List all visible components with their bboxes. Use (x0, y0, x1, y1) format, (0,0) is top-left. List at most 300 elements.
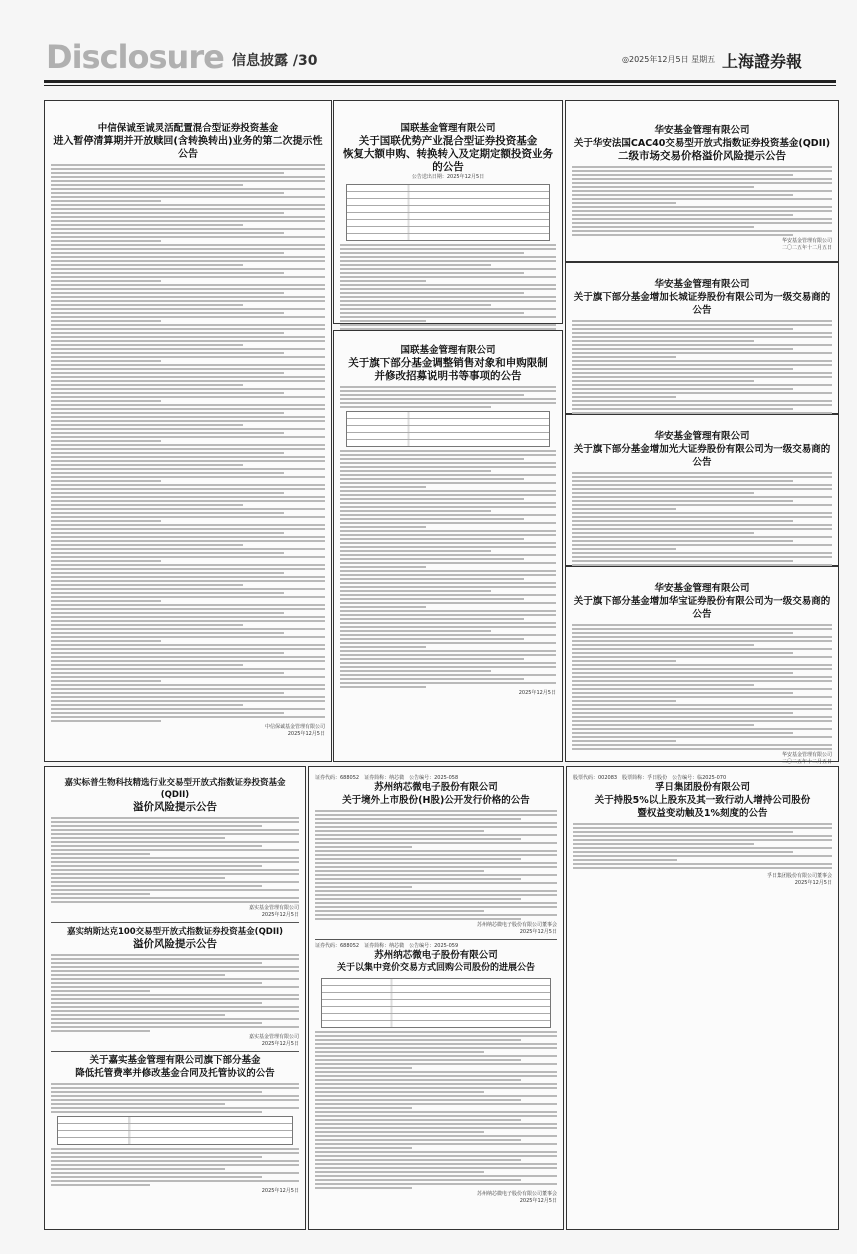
text-line (315, 894, 557, 896)
company-name: 中信保诚至诚灵活配置混合型证券投资基金 (97, 123, 279, 134)
text-line (572, 336, 832, 338)
text-line (315, 1063, 557, 1065)
announcement-title: 关于旗下部分基金调整销售对象和申购限制 (348, 357, 548, 369)
text-line (572, 516, 832, 518)
text-line (340, 502, 556, 504)
text-line (51, 340, 325, 342)
announcement-huaan-2 (565, 262, 839, 414)
text-line (340, 450, 556, 452)
signer: 华安基金管理有限公司 (781, 752, 832, 758)
text-line (51, 962, 262, 964)
text-line (572, 234, 793, 236)
text-line (51, 556, 325, 558)
text-line (51, 196, 325, 198)
text-line (51, 412, 284, 414)
text-line (572, 320, 832, 322)
text-line (315, 1067, 412, 1069)
text-line (51, 256, 325, 258)
announcement-title: 关于国联优势产业混合型证券投资基金 (358, 135, 538, 147)
text-line (51, 444, 325, 446)
text-line (340, 622, 556, 624)
announcement-title-2: 二级市场交易价格溢价风险提示公告 (618, 150, 786, 162)
text-line (315, 1147, 412, 1149)
text-line (572, 736, 832, 738)
text-line (51, 990, 150, 992)
text-line (340, 462, 556, 464)
text-line (315, 1071, 557, 1073)
text-line (51, 982, 262, 984)
text-line (315, 902, 557, 904)
text-line (340, 288, 556, 290)
text-line (572, 632, 793, 634)
text-line (572, 684, 754, 686)
release-date: 公告送出日期：2025年12月5日 (411, 174, 485, 180)
text-line (340, 534, 556, 536)
text-line (51, 1148, 299, 1150)
company-name-2: 嘉实纳斯达克100交易型开放式指数证券投资基金(QDII) (66, 927, 284, 937)
text-line (51, 584, 243, 586)
text-line (340, 586, 556, 588)
text-line (51, 508, 325, 510)
text-line (51, 865, 262, 867)
text-line (572, 520, 793, 522)
text-line (51, 616, 325, 618)
text-line (315, 886, 412, 888)
text-line (572, 174, 793, 176)
text-line (315, 866, 557, 868)
stock-code-line: 股票代码：002083 股票简称：孚日股份 公告编号：临2025-070 (573, 775, 727, 781)
text-line (51, 608, 325, 610)
text-line (51, 1014, 225, 1016)
text-line (51, 264, 243, 266)
text-line (572, 504, 832, 506)
text-line (315, 1087, 557, 1089)
text-line (572, 496, 832, 498)
text-line (51, 380, 325, 382)
text-line (51, 696, 325, 698)
announcement-body (51, 164, 325, 722)
text-line (572, 214, 793, 216)
text-line (572, 488, 832, 490)
sign-date-2: 2025年12月5日 (261, 1041, 299, 1047)
text-line (572, 202, 676, 204)
text-line (340, 260, 556, 262)
text-line (572, 624, 832, 626)
text-line (572, 194, 793, 196)
text-line (51, 180, 325, 182)
text-line (315, 1051, 484, 1053)
text-line (572, 628, 832, 630)
text-line (51, 1156, 262, 1158)
text-line (340, 542, 556, 544)
text-line (51, 524, 325, 526)
text-line (51, 604, 325, 606)
announcement-guolian-2 (333, 330, 563, 762)
text-line (572, 198, 832, 200)
text-line (315, 1055, 557, 1057)
text-line (51, 676, 325, 678)
text-line (51, 994, 299, 996)
text-line (572, 480, 793, 482)
announcement-title-2: 恢复大额申购、转换转入及定期定额投资业务的公告 (343, 148, 553, 173)
text-line (315, 1031, 557, 1033)
text-line (572, 716, 832, 718)
text-line (51, 1087, 299, 1089)
text-line (340, 458, 524, 460)
text-line (51, 548, 325, 550)
text-line (315, 1167, 557, 1169)
text-line (340, 598, 524, 600)
text-line (315, 838, 521, 840)
text-line (51, 1026, 299, 1028)
text-line (572, 636, 832, 638)
text-line (340, 610, 556, 612)
text-line (340, 498, 524, 500)
text-line (572, 376, 832, 378)
text-line (51, 364, 325, 366)
text-line (572, 210, 832, 212)
text-line (340, 646, 426, 648)
text-line (51, 869, 299, 871)
text-line (51, 680, 161, 682)
text-line (51, 520, 161, 522)
text-line (51, 316, 325, 318)
text-line (51, 580, 325, 582)
text-line (51, 970, 299, 972)
text-line (51, 292, 284, 294)
text-line (572, 556, 832, 558)
text-line (572, 536, 832, 538)
text-line (51, 304, 243, 306)
text-line (51, 564, 325, 566)
text-line (572, 218, 832, 220)
text-line (315, 906, 557, 908)
section-title: 信息披露 /30 (232, 53, 318, 69)
announcement-jiashi (44, 766, 306, 1230)
text-line (340, 638, 524, 640)
text-line (572, 664, 832, 666)
text-line (340, 562, 556, 564)
announcement-title: 溢价风险提示公告 (133, 801, 217, 813)
text-line (340, 510, 491, 512)
text-line (51, 260, 325, 262)
text-line (315, 1075, 557, 1077)
fund-table (346, 184, 550, 241)
text-line (51, 368, 325, 370)
text-line (315, 918, 521, 920)
text-line (572, 696, 832, 698)
text-line (51, 536, 325, 538)
text-line (51, 376, 325, 378)
text-line (51, 1180, 299, 1182)
text-line (315, 818, 521, 820)
company-name: 国联基金管理有限公司 (400, 345, 496, 356)
text-line (315, 1079, 521, 1081)
text-line (51, 288, 325, 290)
text-line (572, 548, 676, 550)
text-line (340, 570, 556, 572)
text-line (572, 652, 793, 654)
text-line (51, 620, 325, 622)
text-line (51, 200, 161, 202)
text-line (315, 1091, 484, 1093)
text-line (573, 855, 832, 857)
company-name: 华安基金管理有限公司 (654, 125, 750, 136)
text-line (340, 316, 556, 318)
text-line (340, 494, 556, 496)
text-line (51, 188, 325, 190)
text-line (315, 822, 557, 824)
text-line (340, 478, 524, 480)
text-line (51, 216, 325, 218)
text-line (51, 544, 243, 546)
text-line (51, 1006, 299, 1008)
text-line (51, 312, 284, 314)
text-line (572, 332, 832, 334)
text-line (572, 748, 832, 750)
text-line (315, 846, 412, 848)
text-line (572, 708, 832, 710)
text-line (51, 978, 299, 980)
announcement-body-2 (51, 954, 299, 1032)
text-line (51, 1168, 225, 1170)
text-line (340, 618, 524, 620)
announcement-title-2: 关于以集中竞价交易方式回购公司股份的进展公告 (336, 963, 535, 973)
text-line (572, 344, 832, 346)
text-line (340, 582, 556, 584)
text-line (340, 554, 556, 556)
text-line (572, 724, 754, 726)
stock-code-line: 证券代码：688052 证券简称：纳芯微 公告编号：2025-058 (315, 775, 459, 781)
text-line (51, 901, 299, 903)
signer: 孚日集团股份有限公司董事会 (766, 873, 832, 879)
announcement-body (315, 810, 557, 920)
signer: 华安基金管理有限公司 (781, 238, 832, 244)
text-line (572, 660, 676, 662)
text-line (572, 740, 676, 742)
text-line (315, 826, 557, 828)
text-line (572, 744, 832, 746)
text-line (340, 538, 524, 540)
text-line (51, 893, 150, 895)
fee-table (57, 1116, 293, 1145)
text-line (51, 460, 325, 462)
text-line (51, 829, 299, 831)
announcement-huaan-1 (565, 100, 839, 262)
text-line (51, 436, 325, 438)
text-line (51, 464, 243, 466)
text-line (51, 396, 325, 398)
text-line (340, 398, 556, 400)
newspaper-logo: 上海證券報 (722, 52, 803, 71)
masthead-rule (44, 80, 836, 83)
text-line (340, 514, 556, 516)
text-line (572, 372, 832, 374)
text-line (51, 388, 325, 390)
text-line (315, 1115, 557, 1117)
text-line (340, 678, 524, 680)
text-line (51, 476, 325, 478)
text-line (51, 456, 325, 458)
text-line (340, 634, 556, 636)
text-line (340, 546, 556, 548)
text-line (340, 320, 426, 322)
text-line (51, 408, 325, 410)
text-line (51, 268, 325, 270)
company-name: 孚日集团股份有限公司 (654, 782, 750, 793)
text-line (51, 837, 225, 839)
text-line (51, 954, 299, 956)
text-line (51, 204, 325, 206)
text-line (51, 656, 325, 658)
text-line (315, 1059, 521, 1061)
text-line (51, 284, 325, 286)
text-line (572, 408, 793, 410)
company-name: 国联基金管理有限公司 (400, 123, 496, 134)
text-line (573, 859, 677, 861)
text-line (572, 170, 832, 172)
text-line (573, 831, 793, 833)
text-line (51, 440, 161, 442)
text-line (51, 512, 284, 514)
text-line (315, 1131, 484, 1133)
text-line (51, 300, 325, 302)
text-line (51, 228, 325, 230)
text-line (340, 276, 556, 278)
text-line (51, 672, 284, 674)
text-line (315, 858, 521, 860)
text-line (315, 810, 557, 812)
text-line (572, 656, 832, 658)
text-line (572, 186, 754, 188)
text-line (51, 708, 325, 710)
text-line (572, 392, 832, 394)
text-line (51, 328, 325, 330)
text-line (573, 851, 793, 853)
text-line (51, 336, 325, 338)
announcement-title-2: 溢价风险提示公告 (133, 938, 217, 950)
text-line (51, 664, 243, 666)
text-line (51, 592, 284, 594)
text-line (51, 220, 325, 222)
text-line (315, 874, 557, 876)
text-line (51, 588, 325, 590)
text-line (315, 898, 521, 900)
text-line (51, 1010, 299, 1012)
text-line (340, 244, 556, 246)
announcement-title: 关于持股5%以上股东及其一致行动人增持公司股份 (594, 795, 811, 806)
text-line (315, 1171, 484, 1173)
text-line (51, 276, 325, 278)
text-line (340, 602, 556, 604)
announcement-body (572, 166, 832, 236)
text-line (51, 1103, 225, 1105)
text-line (340, 614, 556, 616)
text-line (340, 682, 556, 684)
text-line (315, 1083, 557, 1085)
text-line (572, 720, 832, 722)
text-line (51, 192, 284, 194)
announcement-nata (308, 766, 564, 1230)
text-line (51, 404, 325, 406)
text-line (572, 380, 754, 382)
text-line (340, 578, 524, 580)
text-line (315, 1159, 521, 1161)
text-line (340, 304, 491, 306)
text-line (340, 454, 556, 456)
text-line (340, 386, 556, 388)
text-line (51, 712, 284, 714)
sign-date: 2025年12月5日 (518, 690, 556, 696)
text-line (572, 532, 754, 534)
text-line (572, 384, 832, 386)
text-line (572, 728, 832, 730)
announcement-title: 进入暂停清算期并开放赎回(含转换转出)业务的第二次提示性公告 (53, 136, 323, 160)
text-line (573, 863, 832, 865)
text-line (572, 524, 832, 526)
text-line (340, 402, 556, 404)
text-line (573, 823, 832, 825)
text-line (573, 847, 832, 849)
text-line (51, 240, 161, 242)
text-line (572, 348, 793, 350)
text-line (51, 164, 325, 166)
text-line (51, 384, 243, 386)
text-line (51, 492, 284, 494)
text-line (51, 208, 325, 210)
text-line (572, 364, 832, 366)
text-line (51, 332, 284, 334)
text-line (572, 692, 793, 694)
text-line (315, 1135, 557, 1137)
text-line (51, 1152, 299, 1154)
text-line (340, 526, 426, 528)
text-line (315, 1095, 557, 1097)
text-line (51, 168, 325, 170)
stock-code-line-2: 证券代码：688052 证券简称：纳芯微 公告编号：2025-059 (315, 943, 459, 949)
text-line (51, 428, 325, 430)
sign-date: 2025年12月5日 (261, 912, 299, 918)
text-line (315, 882, 557, 884)
announcement-body (51, 817, 299, 903)
text-line (51, 172, 284, 174)
text-line (572, 400, 832, 402)
text-line (51, 244, 325, 246)
text-line (340, 594, 556, 596)
text-line (51, 966, 299, 968)
text-line (340, 686, 426, 688)
text-line (51, 516, 325, 518)
text-line (315, 910, 484, 912)
text-line (51, 1099, 299, 1101)
text-line (572, 404, 832, 406)
text-line (315, 1047, 557, 1049)
company-name: 华安基金管理有限公司 (654, 431, 750, 442)
text-line (340, 650, 556, 652)
text-line (51, 986, 299, 988)
repurchase-table (321, 978, 551, 1028)
text-line (51, 504, 243, 506)
text-line (572, 368, 793, 370)
announcement-body-b (340, 450, 556, 688)
text-line (315, 1127, 557, 1129)
text-line (51, 845, 262, 847)
text-line (51, 636, 325, 638)
text-line (51, 576, 325, 578)
text-line (315, 870, 484, 872)
text-line (51, 296, 325, 298)
text-line (340, 566, 426, 568)
